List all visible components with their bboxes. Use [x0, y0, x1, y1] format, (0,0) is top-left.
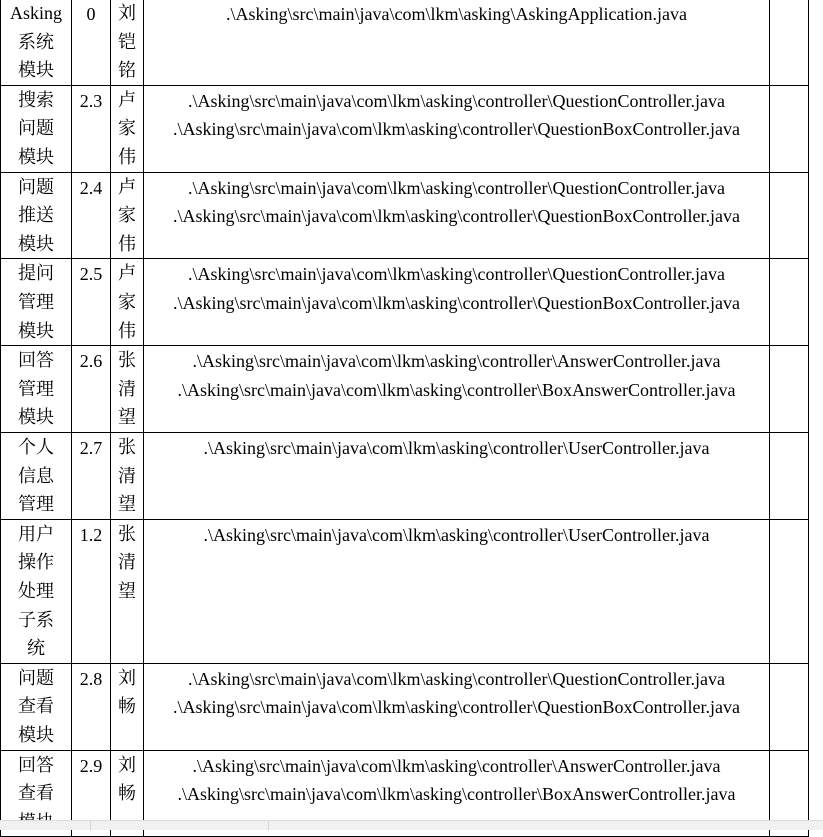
empty-cell: [770, 85, 809, 172]
owner-name-char: 伟: [118, 233, 136, 254]
owner-name-char: 刘: [118, 3, 136, 23]
module-name-line: 问题: [18, 667, 54, 688]
owner-name-char: 张: [118, 350, 136, 371]
module-name-line: 回答: [18, 350, 54, 371]
owner-name-char: 铭: [118, 60, 136, 81]
file-path-cell: [144, 259, 770, 346]
owner-name-char: 清: [118, 552, 136, 573]
module-name-line: 操作: [18, 552, 54, 573]
file-path: .\Asking\src\main\java\com\lkm\asking\controller\QuestionController.java: [188, 264, 725, 285]
owner-name-char: 望: [118, 494, 136, 515]
module-name-cell: [1, 85, 72, 172]
module-name-cell: [1, 0, 72, 85]
table-row: [1, 0, 809, 85]
owner-name-char: 卢: [118, 263, 136, 284]
version-cell: 2.3: [72, 85, 111, 172]
module-name-line: 推送: [18, 205, 54, 226]
file-path-cell: [144, 0, 770, 85]
module-name-line: 模块: [18, 146, 54, 167]
version-cell: 2.8: [72, 663, 111, 750]
scrollbar-segment: [90, 821, 269, 830]
owner-cell: [111, 663, 144, 750]
empty-cell: [770, 259, 809, 346]
table-row: [1, 85, 809, 172]
module-name-line: 模块: [18, 233, 54, 254]
file-path-cell: [144, 519, 770, 663]
version-cell: 2.6: [72, 346, 111, 433]
module-name-line: 个人: [18, 436, 54, 457]
file-path: .\Asking\src\main\java\com\lkm\asking\controller\AnswerController.java: [192, 351, 721, 372]
module-name-line: 问题: [18, 118, 54, 139]
file-path-cell: [144, 172, 770, 259]
file-path: .\Asking\src\main\java\com\lkm\asking\controller\BoxAnswerController.java: [177, 784, 736, 805]
version-cell: 2.4: [72, 172, 111, 259]
module-name-line: 模块: [18, 320, 54, 341]
owner-name-char: 伟: [118, 146, 136, 167]
file-path: .\Asking\src\main\java\com\lkm\asking\controller\UserController.java: [203, 524, 710, 545]
file-path: .\Asking\src\main\java\com\lkm\asking\controller\QuestionBoxController.java: [173, 697, 740, 718]
module-name-cell: [1, 432, 72, 519]
file-path: .\Asking\src\main\java\com\lkm\asking\controller\QuestionController.java: [188, 668, 725, 689]
owner-cell: [111, 172, 144, 259]
module-name-line: 搜索: [18, 89, 54, 110]
table-row: [1, 663, 809, 750]
empty-cell: [770, 519, 809, 663]
empty-cell: [770, 172, 809, 259]
file-path-cell: [144, 432, 770, 519]
owner-cell: [111, 346, 144, 433]
module-name-cell: [1, 346, 72, 433]
scrollbar-segment: [268, 821, 269, 830]
module-name-line: 管理: [18, 378, 54, 399]
version-cell: 0: [72, 0, 111, 85]
module-name-line: 管理: [18, 494, 54, 515]
owner-name-char: 望: [118, 407, 136, 428]
file-path-cell: [144, 346, 770, 433]
module-name-line: 查看: [18, 696, 54, 717]
module-name-line: 模块: [18, 407, 54, 428]
empty-cell: [770, 0, 809, 85]
module-name-cell: [1, 259, 72, 346]
owner-name-char: 清: [118, 465, 136, 486]
owner-cell: [111, 432, 144, 519]
version-cell: 2.9: [72, 750, 111, 837]
table-row: [1, 172, 809, 259]
owner-name-char: 家: [118, 118, 136, 139]
table-row: [1, 259, 809, 346]
module-name-cell: [1, 663, 72, 750]
owner-name-char: 刘: [118, 754, 136, 775]
empty-cell: [770, 432, 809, 519]
file-path: .\Asking\src\main\java\com\lkm\asking\AskingApplication.java: [226, 4, 687, 24]
owner-cell: [111, 259, 144, 346]
owner-cell: [111, 85, 144, 172]
file-path-cell: [144, 85, 770, 172]
module-name-line: 信息: [18, 465, 54, 486]
module-name-line: 子系: [18, 609, 54, 630]
file-path: .\Asking\src\main\java\com\lkm\asking\controller\QuestionController.java: [188, 90, 725, 111]
module-name-line: 提问: [18, 263, 54, 284]
module-name-cell: [1, 519, 72, 663]
version-cell: 2.5: [72, 259, 111, 346]
module-name-line: Asking: [9, 3, 62, 23]
file-path: .\Asking\src\main\java\com\lkm\asking\controller\UserController.java: [203, 437, 710, 458]
owner-name-char: 家: [118, 291, 136, 312]
owner-name-char: 张: [118, 523, 136, 544]
file-path-cell: [144, 663, 770, 750]
owner-name-char: 张: [118, 436, 136, 457]
scrollbar-segment: [0, 821, 91, 830]
owner-name-char: 清: [118, 378, 136, 399]
file-path: .\Asking\src\main\java\com\lkm\asking\controller\AnswerController.java: [192, 755, 721, 776]
module-name-line: 系统: [18, 31, 54, 52]
owner-cell: [111, 519, 144, 663]
owner-name-char: 铠: [118, 31, 136, 52]
owner-name-char: 畅: [118, 696, 136, 717]
module-name-line: 模块: [18, 724, 54, 745]
owner-name-char: 家: [118, 205, 136, 226]
owner-name-char: 刘: [118, 667, 136, 688]
module-name-line: 模块: [18, 60, 54, 81]
table-row: [1, 432, 809, 519]
owner-name-char: 望: [118, 580, 136, 601]
module-name-line: 回答: [18, 754, 54, 775]
file-path: .\Asking\src\main\java\com\lkm\asking\controller\QuestionBoxController.java: [173, 292, 740, 313]
module-name-line: 统: [27, 638, 45, 659]
empty-cell: [770, 663, 809, 750]
file-path: .\Asking\src\main\java\com\lkm\asking\controller\QuestionBoxController.java: [173, 119, 740, 140]
module-name-line: 管理: [18, 291, 54, 312]
table-row: [1, 346, 809, 433]
empty-cell: [770, 346, 809, 433]
owner-name-char: 卢: [118, 176, 136, 197]
module-name-line: 查看: [18, 783, 54, 804]
version-cell: 1.2: [72, 519, 111, 663]
owner-name-char: 卢: [118, 89, 136, 110]
version-cell: 2.7: [72, 432, 111, 519]
table-body: [1, 0, 809, 837]
owner-name-char: 伟: [118, 320, 136, 341]
file-path: .\Asking\src\main\java\com\lkm\asking\controller\QuestionController.java: [188, 177, 725, 198]
owner-name-char: 畅: [118, 783, 136, 804]
owner-cell: [111, 0, 144, 85]
file-path: .\Asking\src\main\java\com\lkm\asking\controller\QuestionBoxController.java: [173, 206, 740, 227]
module-name-line: 处理: [18, 580, 54, 601]
file-path: .\Asking\src\main\java\com\lkm\asking\controller\BoxAnswerController.java: [177, 379, 736, 400]
horizontal-scrollbar[interactable]: [0, 820, 823, 830]
module-name-line: 用户: [18, 523, 54, 544]
table-row: [1, 519, 809, 663]
module-name-cell: [1, 172, 72, 259]
module-name-line: 问题: [18, 176, 54, 197]
